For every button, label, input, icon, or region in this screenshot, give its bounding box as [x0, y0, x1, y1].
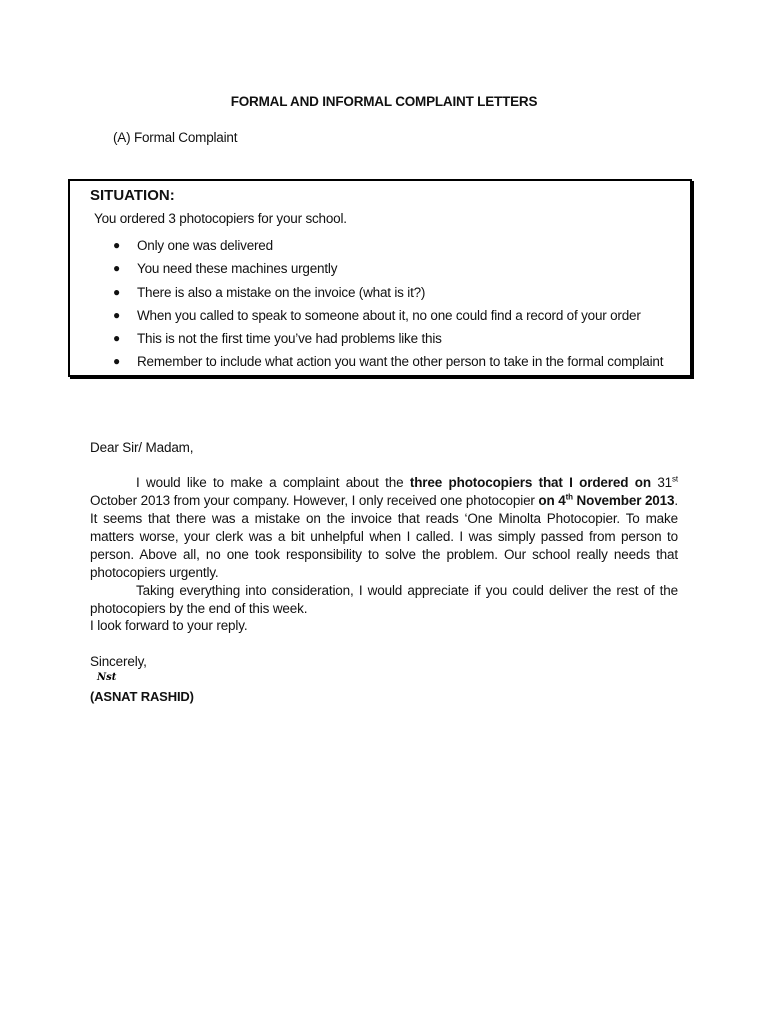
bullet-icon: ● — [113, 284, 121, 299]
bullet-icon: ● — [113, 238, 121, 252]
letter-paragraph-2: Taking everything into consideration, I would appreciate if you could deliver the rest of the photocopiers by the end of this week. — [90, 583, 678, 616]
letter-body — [90, 474, 678, 618]
list-item: ● This is not the first time you’ve had problems like this — [110, 327, 663, 350]
letter-closing: I look forward to your reply. — [90, 618, 248, 633]
situation-intro: You ordered 3 photocopiers for your school. — [94, 211, 347, 226]
bullet-icon: ● — [113, 261, 121, 276]
sender-name: (ASNAT RASHID) — [90, 689, 194, 704]
bullet-icon: ● — [113, 331, 121, 346]
document-title: FORMAL AND INFORMAL COMPLAINT LETTERS — [230, 94, 538, 109]
situation-list — [110, 234, 663, 374]
list-item: ● Only one was delivered — [110, 234, 663, 257]
signature: Nst — [97, 672, 117, 683]
section-subtitle: (A) Formal Complaint — [113, 130, 238, 145]
bullet-icon: ● — [113, 354, 121, 369]
list-item: ● When you called to speak to someone about it, no one could find a record of your order — [110, 304, 663, 327]
letter-salutation: Dear Sir/ Madam, — [90, 440, 194, 455]
letter-signoff: Sincerely, — [90, 654, 147, 669]
bullet-icon: ● — [113, 307, 121, 322]
list-item: ● You need these machines urgently — [110, 257, 663, 280]
list-item: ● Remember to include what action you want the other person to take in the formal complaint — [110, 350, 663, 373]
letter-paragraph-1: I would like to make a complaint about the three photocopiers that I ordered on 31st October 2013 from your company. However, I only received one photocopier on 4th November 2013. It seems that there was a mistake on the invoice that reads ‘One Minolta Photocopier. To make matters worse, your clerk was a bit unhelpful when I called. I was simply passed from person to person. Above all, no one took responsibility to solve the problem. Our school really needs that photocopiers urgently. — [90, 474, 678, 580]
list-item: ● There is also a mistake on the invoice (what is it?) — [110, 281, 663, 304]
situation-box — [68, 179, 692, 377]
situation-heading: SITUATION: — [90, 187, 175, 204]
